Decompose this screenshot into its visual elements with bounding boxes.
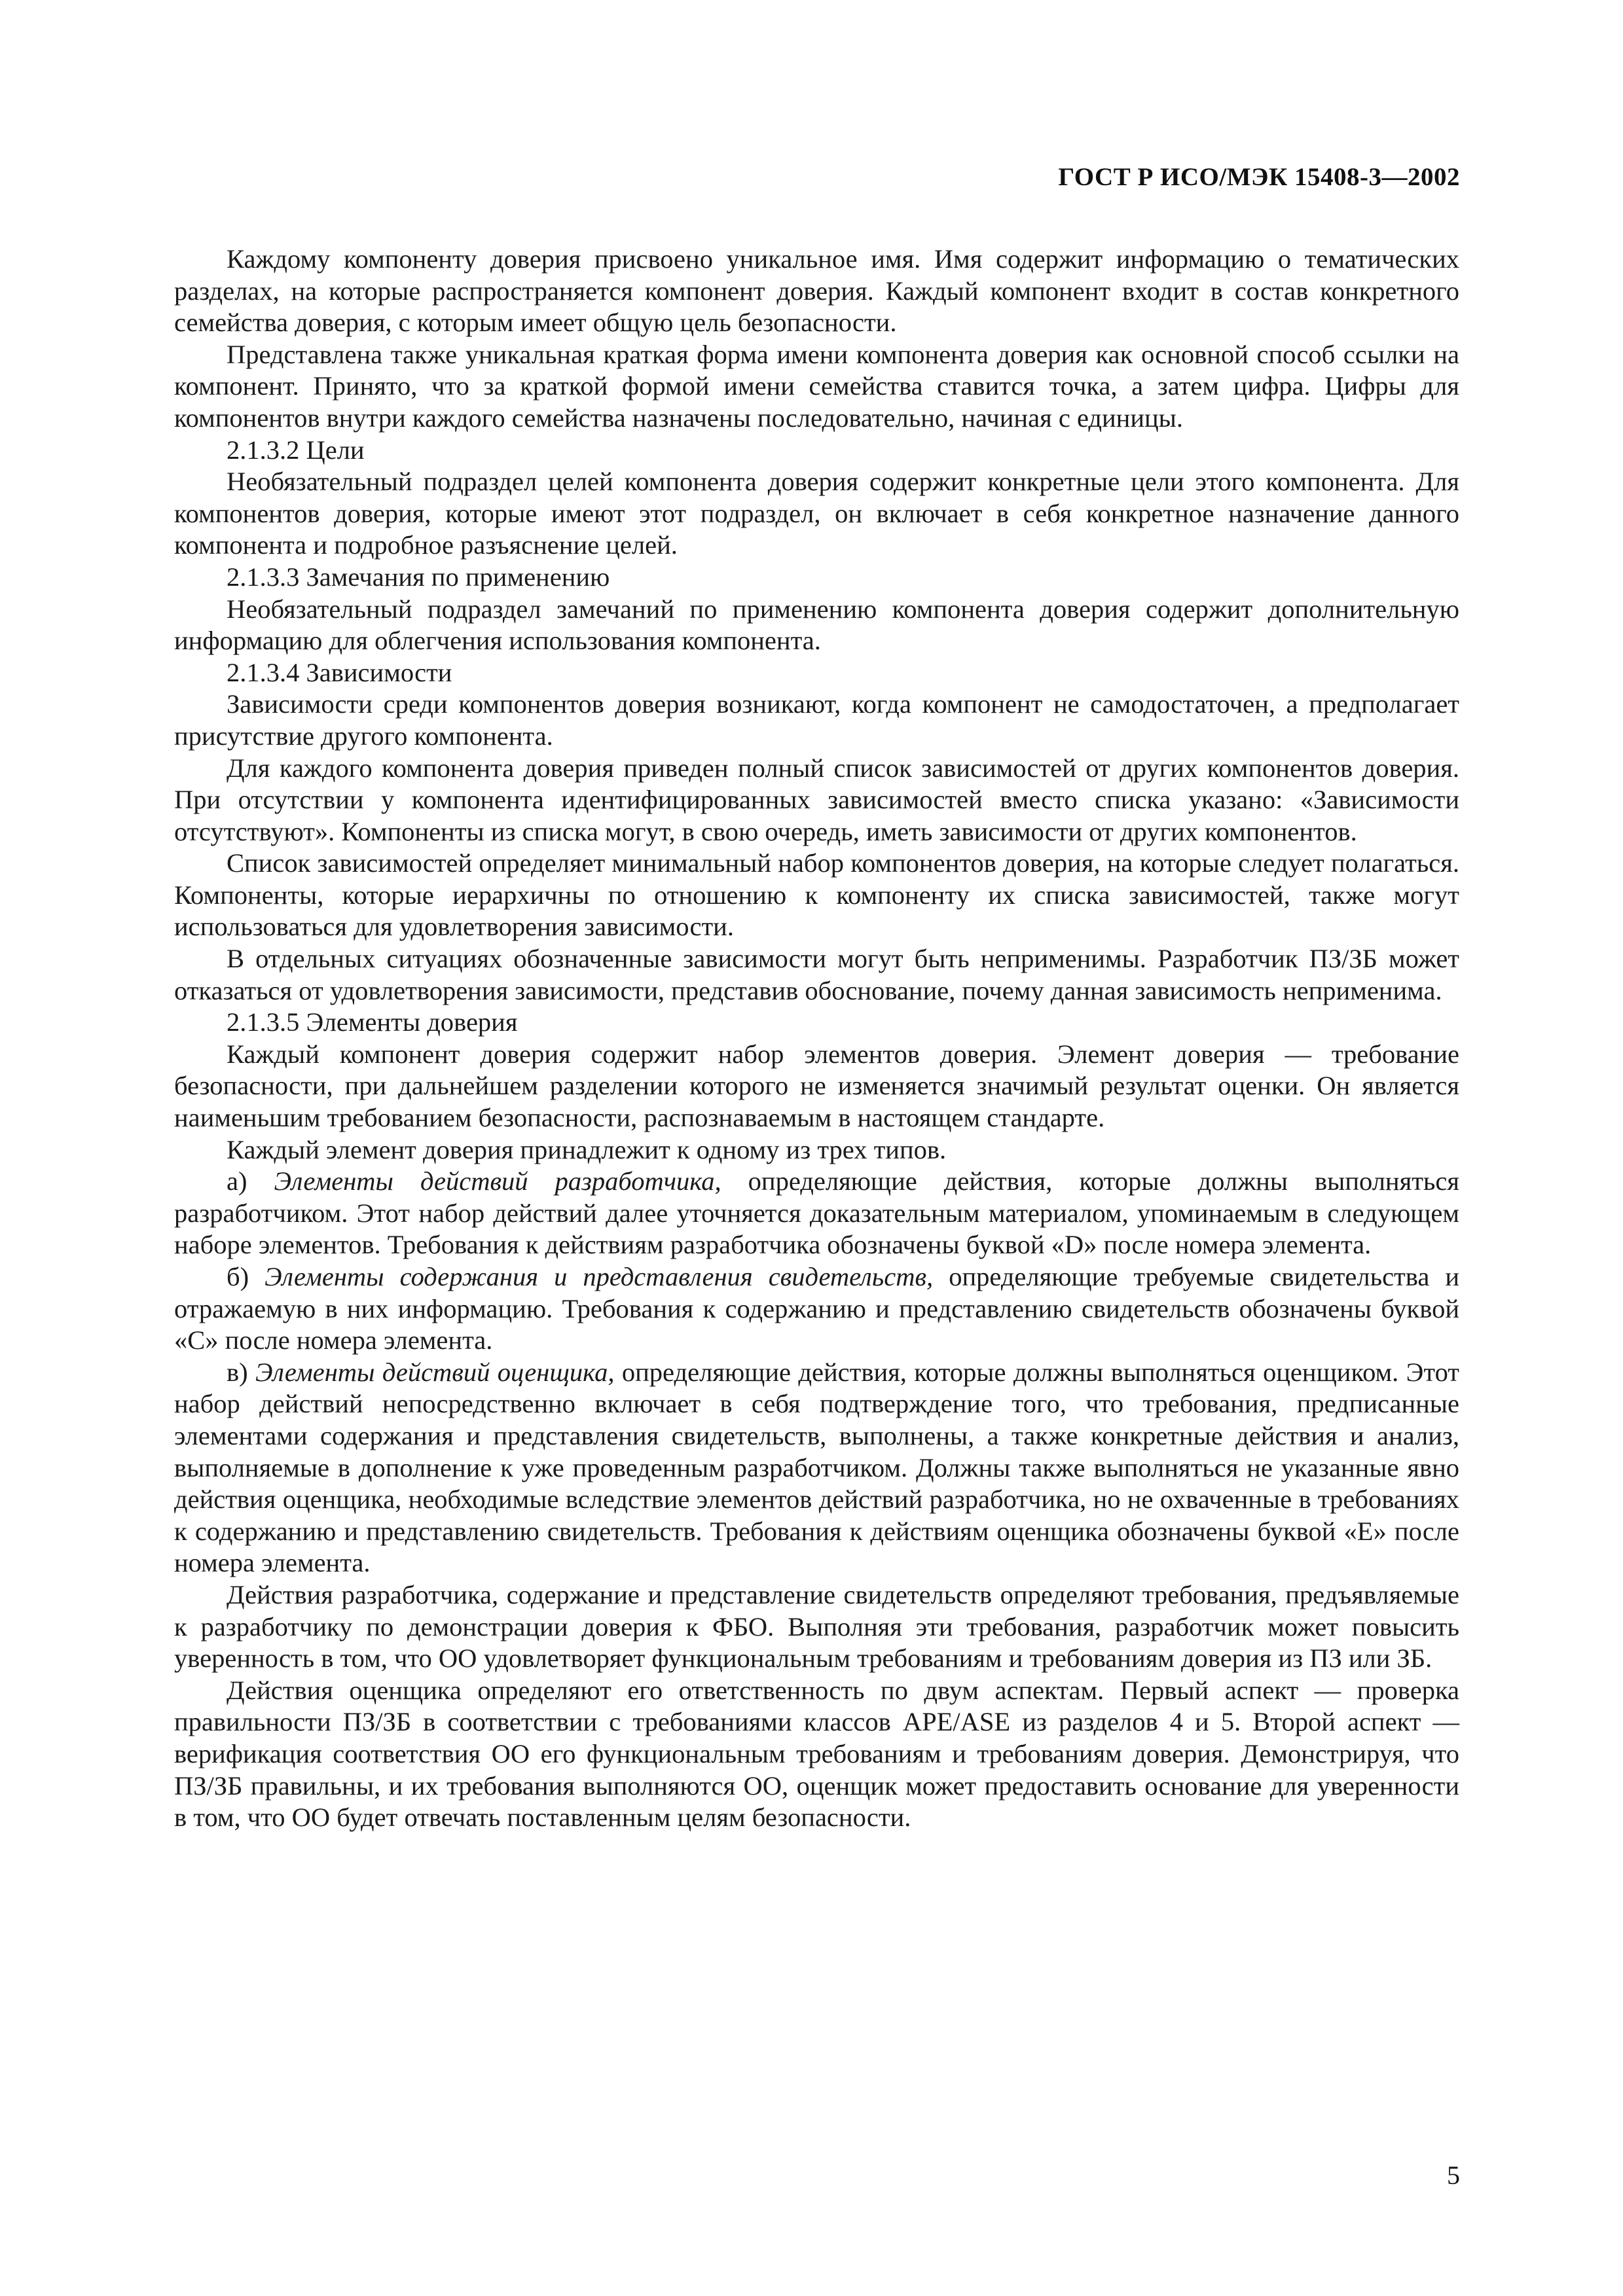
section-heading: 2.1.3.4 Зависимости <box>227 657 452 687</box>
section-heading: 2.1.3.5 Элементы доверия <box>227 1007 518 1037</box>
list-term: Элементы содержания и представления свидетельств, <box>264 1262 934 1291</box>
paragraph: Представлена также уникальная краткая форма имени компонента доверия как основной способ ссылки на компонент. Принято, что за краткой формой имени семейства ставится точка, а затем цифра. Цифры для компонентов внутри каждого семейства назначены последовательно, начиная с единицы. <box>174 339 1459 433</box>
section-heading: 2.1.3.2 Цели <box>227 435 365 465</box>
paragraph: Каждый элемент доверия принадлежит к одному из трех типов. <box>227 1134 947 1164</box>
paragraph: Для каждого компонента доверия приведен полный список зависимостей от других компонентов доверия. При отсутствии у компонента идентифицированных зависимостей вместо списка указано: «Зависимости отсутствуют». Компоненты из списка могут, в свою очередь, иметь зависимости от других компонентов. <box>174 753 1459 846</box>
paragraph: Необязательный подраздел целей компонента доверия содержит конкретные цели этого компонента. Для компонентов доверия, которые имеют этот подраздел, он включает в себя конкретное назначение данного компонента и подробное разъяснение целей. <box>174 467 1459 560</box>
list-text: определяющие действия, которые должны выполняться разработчиком. Этот набор действий далее уточняется доказательным материалом, упоминаемым в следующем наборе элементов. Требования к действиям разработчика обозначены буквой «D» после номера элемента. <box>174 1166 1460 1260</box>
paragraph: Список зависимостей определяет минимальный набор компонентов доверия, на которые следует полагаться. Компоненты, которые иерархичны по отношению к компоненту их списка зависимостей, также могут использоваться для удовлетворения зависимости. <box>174 848 1459 942</box>
paragraph: Действия разработчика, содержание и представление свидетельств определяют требования, предъявляемые к разработчику по демонстрации доверия к ФБО. Выполняя эти требования, разработчик может повысить уверенность в том, что ОО удовлетворяет функциональным требованиям и требованиям доверия из ПЗ или ЗБ. <box>174 1579 1459 1674</box>
paragraph: Зависимости среди компонентов доверия возникают, когда компонент не самодостаточен, а предполагает присутствие другого компонента. <box>174 689 1459 751</box>
list-marker: в) <box>227 1357 248 1387</box>
list-marker: а) <box>227 1166 247 1196</box>
section-heading: 2.1.3.3 Замечания по применению <box>227 562 610 592</box>
paragraph: Каждому компоненту доверия присвоено уникальное имя. Имя содержит информацию о тематических разделах, на которые распространяется компонент доверия. Каждый компонент входит в состав конкретного семейства доверия, с которым имеет общую цель безопасности. <box>174 244 1459 338</box>
list-item <box>174 1357 1459 1579</box>
list-marker: б) <box>227 1262 249 1291</box>
paragraph: Каждый компонент доверия содержит набор элементов доверия. Элемент доверия — требование безопасности, при дальнейшем разделении которого не изменяется значимый результат оценки. Он является наименьшим требованием безопасности, распознаваемым в настоящем стандарте. <box>174 1039 1459 1133</box>
list-text: определяющие действия, которые должны выполняться оценщиком. Этот набор действий непосредственно включает в себя подтверждение того, что требования, предписанные элементами содержания и представления свидетельств, выполнены, а также конкретные действия и анализ, выполняемые в дополнение к уже проведенным разработчиком. Должны также выполняться не указанные явно действия оценщика, необходимые вследствие элементов действий разработчика, но не охваченные в требованиях к содержанию и представлению свидетельств. Требования к действиям оценщика обозначены буквой «Е» после номера элемента. <box>174 1357 1459 1578</box>
page-number: 5 <box>1447 2161 1460 2190</box>
list-term: Элементы действий оценщика, <box>255 1357 615 1387</box>
body-text <box>174 243 1459 1834</box>
list-text: определяющие требуемые свидетельства и отражаемую в них информацию. Требования к содержанию и представлению свидетельств обозначены буквой «С» после номера элемента. <box>174 1262 1460 1355</box>
document-header: ГОСТ Р ИСО/МЭК 15408-3—2002 <box>1058 163 1460 191</box>
paragraph: Действия оценщика определяют его ответственность по двум аспектам. Первый аспект — проверка правильности ПЗ/ЗБ в соответствии с требованиями классов APE/ASE из разделов 4 и 5. Второй аспект — верификация соответствия ОО его функциональным требованиям и требованиям доверия. Демонстрируя, что ПЗ/ЗБ правильны, и их требования выполняются ОО, оценщик может предоставить основание для уверенности в том, что ОО будет отвечать поставленным целям безопасности. <box>174 1675 1459 1833</box>
list-term: Элементы действий разработчика, <box>274 1166 721 1196</box>
paragraph: В отдельных ситуациях обозначенные зависимости могут быть неприменимы. Разработчик ПЗ/ЗБ может отказаться от удовлетворения зависимости, представив обоснование, почему данная зависимость неприменима. <box>174 944 1459 1005</box>
list-item <box>174 1261 1459 1357</box>
paragraph: Необязательный подраздел замечаний по применению компонента доверия содержит дополнительную информацию для облегчения использования компонента. <box>174 594 1459 656</box>
list-item <box>174 1166 1459 1261</box>
